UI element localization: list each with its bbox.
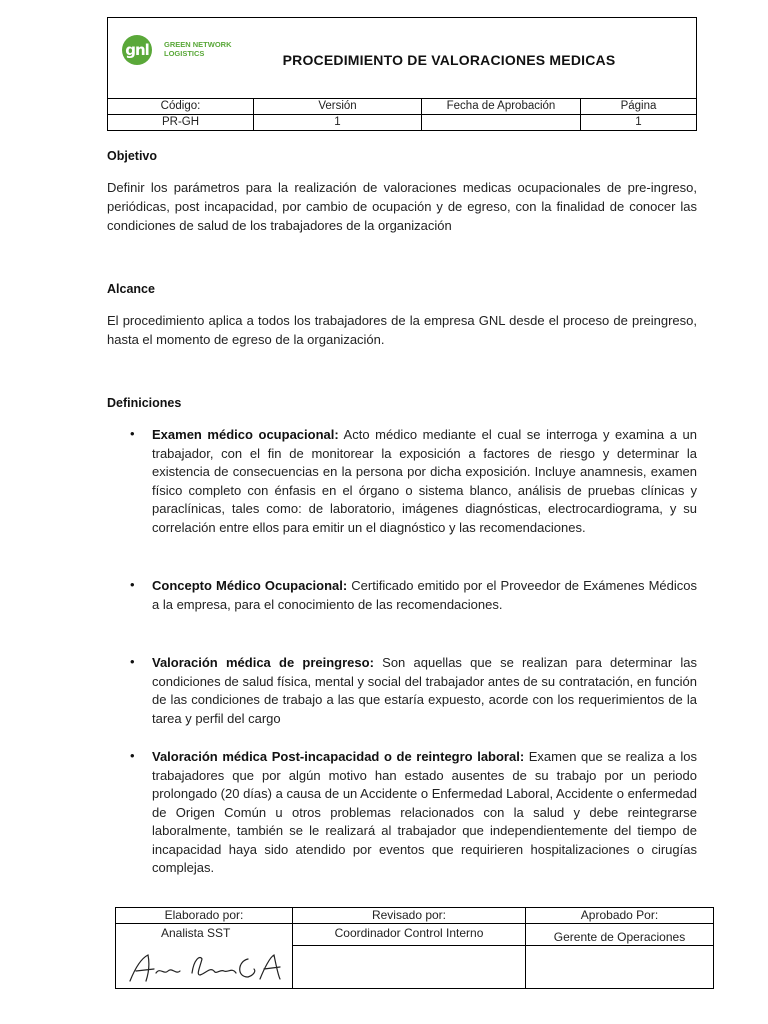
approval-divider xyxy=(292,945,714,946)
approval-header-aprobado: Aprobado Por: xyxy=(580,908,659,922)
definition-item xyxy=(152,426,697,537)
signature xyxy=(120,945,290,987)
definition-text: Examen que se realiza a los trabajadores que por algún motivo han estado ausentes de su trabajo por un periodo prolongado (20 días) a causa de un Accidente o Enfermedad Laboral, Accidente o enfermedad de Origen Común u otros problemas relacionados con la salud y debe reintegrarse laboralmente, también se le realizará al trabajador que independientemente del tiempo de incapacidad haya sido atendido por eventos que requirieren hospitalizaciones o cirugías complejas. xyxy=(152,749,697,875)
approval-role-elaborado: Analista SST xyxy=(161,926,231,940)
meta-header-pagina: Página xyxy=(620,100,657,112)
definition-term: Valoración médica Post-incapacidad o de reintegro laboral: xyxy=(152,749,525,764)
logo-mark: gnl xyxy=(122,35,152,65)
definition-text: Certificado emitido por el Proveedor de Exámenes Médicos a la empresa, para el conocimiento de las recomendaciones. xyxy=(152,578,697,612)
definition-term: Examen médico ocupacional: xyxy=(152,427,339,442)
section-heading-objetivo: Objetivo xyxy=(107,149,158,163)
definition-item xyxy=(152,748,697,878)
meta-value-codigo: PR-GH xyxy=(161,116,200,128)
definition-term: Concepto Médico Ocupacional: xyxy=(152,578,348,593)
approval-header-revisado: Revisado por: xyxy=(371,908,447,922)
meta-value-version: 1 xyxy=(334,116,341,128)
logo-text: GREEN NETWORK LOGISTICS xyxy=(164,40,232,58)
approval-divider xyxy=(115,923,714,924)
bullet: • xyxy=(130,577,135,592)
meta-header-version: Versión xyxy=(318,100,357,112)
approval-role-revisado: Coordinador Control Interno xyxy=(334,926,484,940)
section-heading-alcance: Alcance xyxy=(107,282,155,296)
definition-term: Valoración médica de preingreso: xyxy=(152,655,374,670)
bullet: • xyxy=(130,654,135,669)
definition-text: Son aquellas que se realizan para determinar las condiciones de salud física, mental y social del trabajador antes de su contratación, en función de las condiciones de trabajo a las que estaría expuesto, acorde con los requerimientos de la tarea y perfil del cargo xyxy=(152,655,698,726)
definition-item xyxy=(152,654,697,728)
bullet: • xyxy=(130,426,135,441)
approval-header-elaborado: Elaborado por: xyxy=(164,908,244,922)
meta-header-codigo: Código: xyxy=(160,100,201,112)
approval-role-aprobado: Gerente de Operaciones xyxy=(553,930,686,944)
definition-text: Acto médico mediante el cual se interroga y examina a un trabajador, con el fin de monitorear la exposición a factores de riesgo y determinar la existencia de consecuencias en la persona por dicha exposición. Incluye anamnesis, examen físico completo con énfasis en el órgano o sistema blanco, análisis de pruebas clínicas y paraclínicas, tales como: de laboratorio, imágenes diagnósticas, electrocardiograma, y su correlación entre ellos para emitir un el diagnóstico y las recomendaciones. xyxy=(152,427,697,535)
bullet: • xyxy=(130,748,135,763)
section-heading-definiciones: Definiciones xyxy=(107,396,182,410)
definition-item xyxy=(152,577,697,614)
document-title: PROCEDIMIENTO DE VALORACIONES MEDICAS xyxy=(282,52,616,68)
meta-header-fecha: Fecha de Aprobación xyxy=(446,100,556,112)
alcance-text: El procedimiento aplica a todos los trabajadores de la empresa GNL desde el proceso de preingreso, hasta el momento de egreso de la organización. xyxy=(107,313,697,347)
company-logo xyxy=(118,27,244,73)
objetivo-text: Definir los parámetros para la realización de valoraciones medicas ocupacionales de pre-ingreso, periódicas, post incapacidad, por cambio de ocupación y de egreso, con la finalidad de conocer las condiciones de salud de los trabajadores de la organización xyxy=(107,180,697,233)
meta-value-pagina: 1 xyxy=(635,116,642,128)
